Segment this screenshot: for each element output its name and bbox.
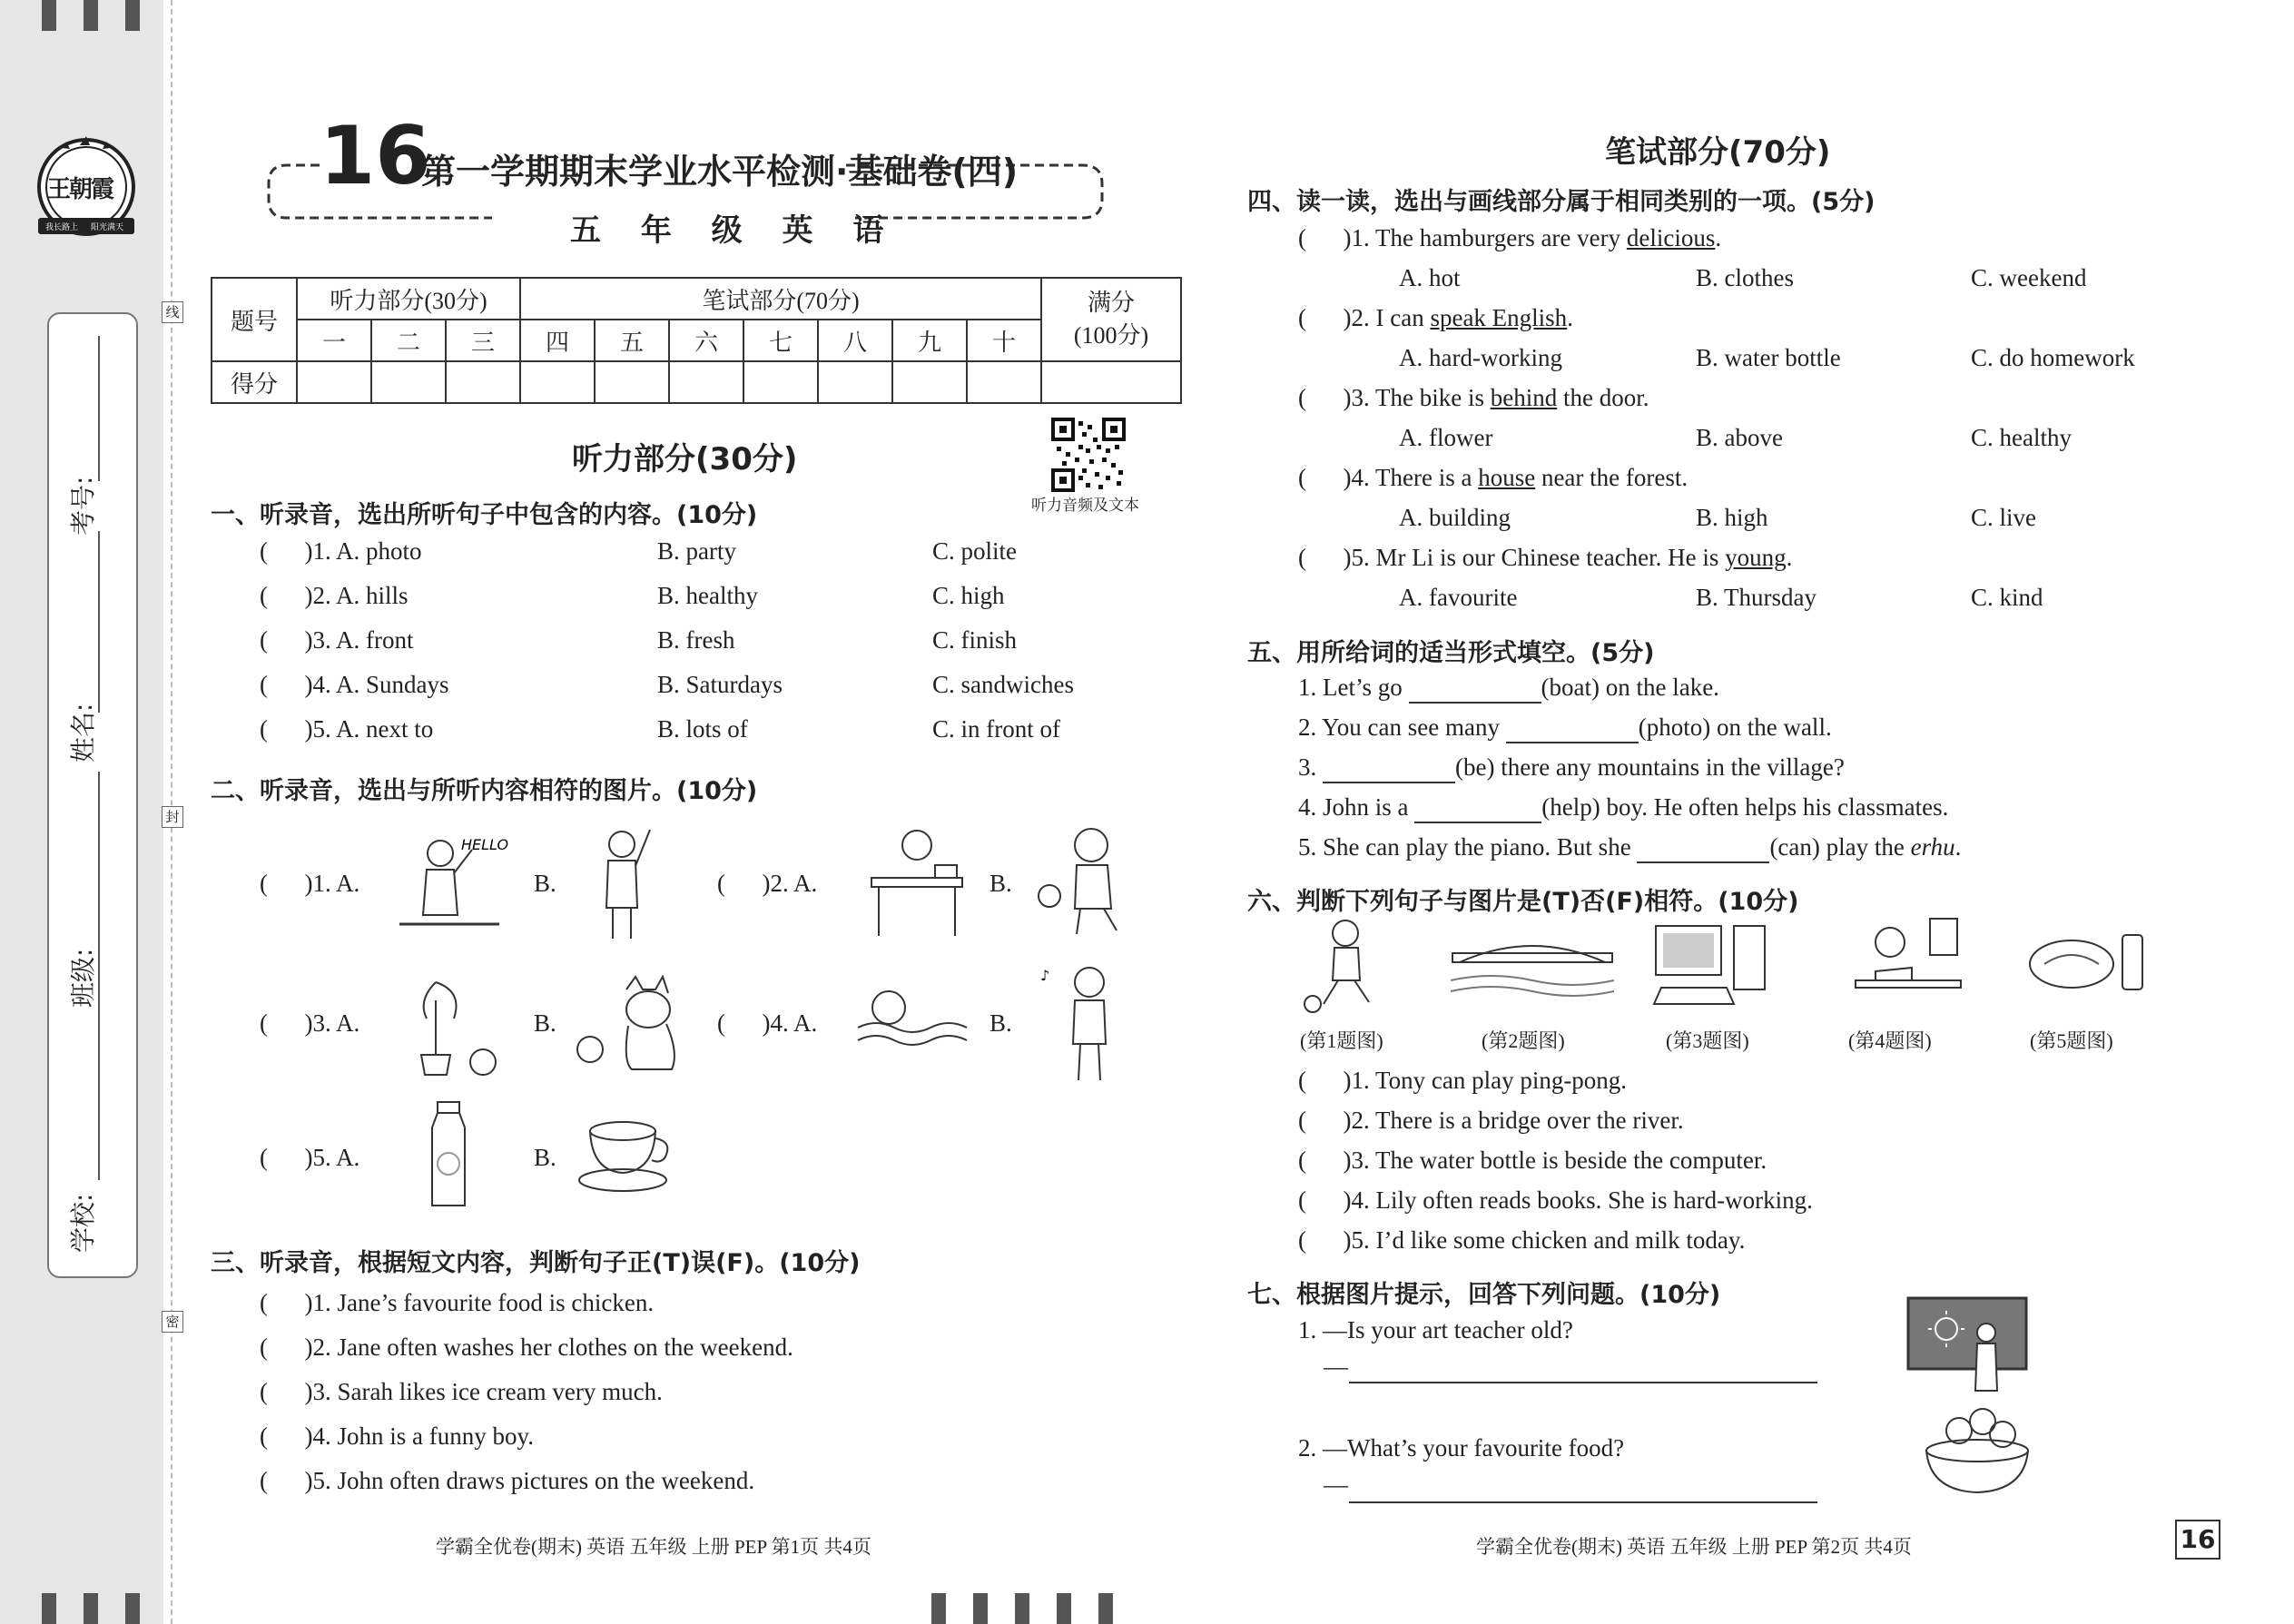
list-item [260,1422,534,1451]
footer-left: 学霸全优卷(期末) 英语 五年级 上册 PEP 第1页 共4页 [436,1536,871,1558]
registration-tick [1015,1593,1029,1624]
question-number: )4. A. [762,1009,818,1037]
score-cell[interactable] [818,361,892,403]
answer-paren[interactable]: ( [260,1422,305,1450]
qr-code-icon[interactable] [1051,418,1126,492]
score-table-score-label: 得分 [212,361,297,403]
qr-caption: 听力音频及文本 [1031,497,1139,515]
statement-text: )3. Sarah likes ice cream very much. [304,1378,663,1405]
list-item [1298,833,1961,863]
option-c: C. do homework [1971,344,2135,371]
option-a: )4. A. Sundays [304,671,449,698]
question-2: 2. —What’s your favourite food? [1298,1434,1625,1462]
score-cell[interactable] [892,361,967,403]
answer-paren[interactable]: ( [260,1144,305,1171]
option-c: C. kind [1971,584,2043,611]
option-c: C. in front of [932,715,1060,743]
option-b: B. clothes [1696,264,1794,291]
teacher-waving-picture [399,833,508,933]
list-item [1298,464,1688,492]
sentence-text: play the [1819,833,1911,861]
answer-paren[interactable]: ( [1298,384,1344,411]
listening-part3-heading: 三、听录音，根据短文内容，判断句子正(T)误(F)。(10分) [211,1249,861,1277]
list-item [1298,1147,1767,1175]
seal-char: 封 [162,806,183,828]
score-column-header: 七 [743,320,818,361]
question-number: )5. A. [304,1144,360,1171]
sentence-text: the door. [1557,384,1649,411]
score-column-header: 六 [669,320,743,361]
list-item [260,1467,754,1495]
logo-motto-left: 我长路上 [45,223,79,232]
sentence-text: there any mountains in the village? [1494,753,1845,781]
option-c: C. weekend [1971,264,2087,291]
option-b: B. fresh [657,626,735,654]
option-c: C. finish [932,626,1018,654]
listening-part1-heading: 一、听录音，选出所听句子中包含的内容。(10分) [211,501,758,529]
option-a: A. favourite [1399,584,1518,611]
full-marks-cell [1041,278,1181,361]
question-number: )2. A. [762,870,818,897]
boy-singing-picture [1035,962,1126,1085]
picture-question-label [260,870,359,898]
option-c: C. high [932,582,1005,609]
option-a: )3. A. front [304,626,414,654]
binding-tick [42,0,56,31]
underlined-word: young [1725,544,1787,571]
score-column-header: 五 [595,320,669,361]
underlined-word: house [1478,464,1536,491]
binding-tick [125,1593,140,1624]
list-item [260,626,413,655]
score-table [211,277,1182,404]
statement-text: )3. The water bottle is beside the computer. [1343,1147,1767,1174]
statement-text: )2. There is a bridge over the river. [1343,1107,1684,1134]
answer-blank[interactable] [1323,753,1455,783]
answer-blank[interactable] [1409,674,1541,704]
answer-dash: — [1324,1471,1348,1498]
option-b-label: B. [989,1009,1012,1037]
sentence-text: . [1786,544,1793,571]
answer-paren[interactable]: ( [1298,1067,1344,1094]
sentence-text: )1. The hamburgers are very [1343,224,1627,251]
listening-group-header: 听力部分(30分) [297,278,520,320]
full-marks-line2: (100分) [1073,322,1149,349]
registration-tick [973,1593,988,1624]
picture-question-label [260,1009,359,1038]
list-item [260,671,449,699]
score-cell[interactable] [520,361,595,403]
option-b-label: B. [534,870,556,897]
score-table-q-label: 题号 [212,278,297,361]
binding-tick [84,1593,98,1624]
list-item [1298,1067,1627,1095]
noodles-and-milk-picture [2024,928,2148,1006]
total-score-cell[interactable] [1041,361,1181,403]
answer-paren[interactable]: ( [717,870,763,897]
sentence-text: . [1567,304,1573,331]
exam-number-label: 考号: [68,476,98,536]
answer-blank[interactable] [1637,833,1769,863]
art-teacher-blackboard-picture [1906,1296,2028,1396]
list-item [1298,714,1832,743]
school-label: 学校: [68,1193,98,1253]
sentence-text: )3. The bike is [1343,384,1491,411]
list-item [260,1334,793,1362]
list-item [1298,753,1845,783]
bridge-over-river-picture [1451,935,1614,999]
answer-paren[interactable]: ( [1298,1226,1344,1254]
figure-caption: (第2题图) [1482,1029,1565,1052]
boy-at-desk-picture [862,822,971,940]
option-b: B. above [1696,424,1783,451]
exam-number-line[interactable] [98,336,100,481]
teacher-pointing-picture [581,821,663,943]
answer-paren[interactable]: ( [1298,1186,1344,1214]
option-c: C. polite [932,537,1017,565]
word-hint: (photo) [1638,714,1711,741]
option-c: C. sandwiches [932,671,1074,698]
binding-tick [42,1593,56,1624]
hello-text: HELLO [461,836,508,853]
sentence-text: on the lake. [1599,674,1719,701]
sentence-text: . [1715,224,1722,251]
answer-paren[interactable]: ( [1298,544,1344,571]
score-cell[interactable] [371,361,446,403]
milk-bottle-picture [421,1098,476,1212]
list-item [1298,224,1721,252]
score-cell[interactable] [743,361,818,403]
list-item [1298,674,1719,704]
sentence-text: 3. [1298,753,1323,781]
cup-of-tea-picture [577,1115,681,1198]
option-b: B. lots of [657,715,748,743]
option-c: C. healthy [1971,424,2072,451]
boy-with-ball-picture [1035,822,1135,940]
full-marks-line1: 满分 [1087,290,1135,316]
score-column-header: 一 [297,320,371,361]
answer-paren[interactable]: ( [260,715,305,743]
answer-paren[interactable]: ( [1298,1107,1344,1134]
list-item [1298,793,1948,823]
writing-group-header: 笔试部分(70分) [520,278,1041,320]
answer-paren[interactable]: ( [260,582,305,609]
answer-paren[interactable]: ( [1298,1147,1344,1174]
girl-reading-picture [1848,917,1966,1011]
sentence-text: )2. I can [1343,304,1431,331]
name-line[interactable] [98,531,100,713]
paper-title: 第一学期期末学业水平检测·基础卷(四) [421,152,1019,192]
seal-char: 密 [162,1311,183,1333]
statement-text: )4. John is a funny boy. [304,1422,534,1450]
question-number: )1. A. [304,870,360,897]
page-number-badge: 16 [2175,1520,2220,1560]
answer-line-2[interactable] [1349,1501,1817,1503]
registration-tick [1098,1593,1113,1624]
name-label: 姓名: [68,703,98,763]
writing-part6-heading: 六、判断下列句子与图片是(T)否(F)相符。(10分) [1247,888,1799,916]
answer-paren[interactable]: ( [1298,464,1344,491]
option-b-label: B. [989,870,1012,897]
seal-char: 线 [162,301,183,323]
option-a: )1. A. photo [304,537,422,565]
question-1: 1. —Is your art teacher old? [1298,1316,1573,1343]
sentence-text: 5. She can play the piano. But she [1298,833,1638,861]
listening-title: 听力部分(30分) [572,441,798,477]
answer-paren[interactable]: ( [260,671,305,698]
computer-picture [1652,922,1770,1009]
score-cell[interactable] [669,361,743,403]
figure-caption: (第5题图) [2030,1029,2113,1052]
sentence-text: 4. John is a [1298,793,1415,821]
sentence-text: near the forest. [1535,464,1689,491]
list-item [1298,544,1792,572]
sentence-text: )4. There is a [1343,464,1479,491]
statement-text: )5. John often draws pictures on the weekend. [304,1467,755,1494]
option-b: B. Saturdays [657,671,783,698]
option-a: A. hard-working [1399,344,1562,371]
svg-text:♪: ♪ [1040,967,1050,984]
logo-text: 王朝霞 [47,176,113,203]
picture-question-label [717,1009,817,1038]
writing-part4-heading: 四、读一读，选出与画线部分属于相同类别的一项。(5分) [1247,188,1876,216]
score-column-header: 四 [520,320,595,361]
score-column-header: 三 [446,320,520,361]
question-number: )3. A. [304,1009,360,1037]
option-a: )5. A. next to [304,715,434,743]
list-item [1298,384,1649,412]
sentence-text: )5. Mr Li is our Chinese teacher. He is [1343,544,1726,571]
sentence-text: boy. He often helps his classmates. [1600,793,1949,821]
option-a: A. flower [1399,424,1493,451]
binding-tick [84,0,98,31]
answer-dash: — [1324,1353,1348,1380]
list-item [1298,1226,1745,1255]
sentence-text: on the wall. [1710,714,1832,741]
list-item [260,582,409,610]
answer-blank[interactable] [1414,793,1541,823]
paper-number: 16 [320,109,431,202]
list-item [1298,304,1573,332]
figure-caption: (第4题图) [1848,1029,1932,1052]
sentence-text: 1. Let’s go [1298,674,1409,701]
score-cell[interactable] [446,361,520,403]
figure-caption: (第1题图) [1300,1029,1383,1052]
list-item [1298,1186,1813,1215]
score-column-header: 八 [818,320,892,361]
brand-logo [34,134,138,243]
list-item [260,537,422,566]
answer-blank[interactable] [1506,714,1639,743]
writing-title: 笔试部分(70分) [1605,134,1831,171]
statement-text: )2. Jane often washes her clothes on the weekend. [304,1334,793,1361]
statement-text: )1. Tony can play ping-pong. [1343,1067,1628,1094]
registration-tick [931,1593,946,1624]
italic-word: erhu [1910,833,1955,861]
logo-motto-right: 阳光满天 [91,223,124,232]
list-item [260,715,433,743]
binding-tick [125,0,140,31]
picture-question-label [260,1144,359,1172]
underlined-word: behind [1490,384,1558,411]
list-item [260,1289,654,1317]
boy-kicking-football-picture [1300,917,1383,1013]
class-label: 班级: [68,948,98,1008]
figure-caption: (第3题图) [1666,1029,1749,1052]
class-line[interactable] [98,772,100,953]
swimming-picture [849,986,976,1058]
score-column-header: 九 [892,320,967,361]
statement-text: )5. I’d like some chicken and milk today. [1343,1226,1746,1254]
option-b-label: B. [534,1009,556,1037]
writing-part5-heading: 五、用所给词的适当形式填空。(5分) [1247,639,1655,667]
answer-paren[interactable]: ( [1298,224,1344,251]
option-b-label: B. [534,1144,556,1171]
answer-paren[interactable]: ( [1298,304,1344,331]
underlined-word: speak English [1430,304,1568,331]
score-cell[interactable] [595,361,669,403]
option-b: B. healthy [657,582,758,609]
sentence-text: 2. You can see many [1298,714,1506,741]
option-b: B. Thursday [1696,584,1816,611]
word-hint: (can) [1769,833,1820,861]
answer-paren[interactable]: ( [260,1009,305,1037]
writing-part7-heading: 七、根据图片提示，回答下列问题。(10分) [1247,1281,1721,1309]
score-column-header: 二 [371,320,446,361]
answer-paren[interactable]: ( [260,1467,305,1494]
option-b: B. high [1696,504,1768,531]
option-a: A. hot [1399,264,1461,291]
answer-paren[interactable]: ( [260,537,305,565]
word-hint: (be) [1455,753,1495,781]
option-b: B. party [657,537,736,565]
underlined-word: delicious [1626,224,1716,251]
listening-part2-heading: 二、听录音，选出与所听内容相符的图片。(10分) [211,777,758,805]
answer-paren[interactable]: ( [260,1378,305,1405]
answer-paren[interactable]: ( [717,1009,763,1037]
score-cell[interactable] [967,361,1041,403]
footer-right: 学霸全优卷(期末) 英语 五年级 上册 PEP 第2页 共4页 [1476,1536,1912,1558]
fruit-bowl-picture [1921,1403,2033,1501]
answer-paren[interactable]: ( [260,626,305,654]
answer-paren[interactable]: ( [260,1334,305,1361]
score-column-header: 十 [967,320,1041,361]
student-info-box [47,312,138,1278]
option-c: C. live [1971,504,2036,531]
list-item [260,1378,663,1406]
cat-and-ball-picture [572,971,690,1076]
score-cell[interactable] [297,361,371,403]
option-b: B. water bottle [1696,344,1841,371]
picture-question-label [717,870,817,898]
registration-tick [1057,1593,1071,1624]
paper-subtitle: 五 年 级 英 语 [570,212,899,249]
word-hint: (help) [1541,793,1600,821]
sentence-text: . [1954,833,1962,861]
answer-paren[interactable]: ( [260,870,305,897]
plant-and-dog-picture [399,964,508,1082]
option-a: A. building [1399,504,1511,531]
word-hint: (boat) [1541,674,1600,701]
answer-paren[interactable]: ( [260,1289,305,1316]
list-item [1298,1107,1684,1135]
option-a: )2. A. hills [304,582,409,609]
answer-line-1[interactable] [1349,1382,1817,1383]
statement-text: )4. Lily often reads books. She is hard-working. [1343,1186,1813,1214]
statement-text: )1. Jane’s favourite food is chicken. [304,1289,655,1316]
